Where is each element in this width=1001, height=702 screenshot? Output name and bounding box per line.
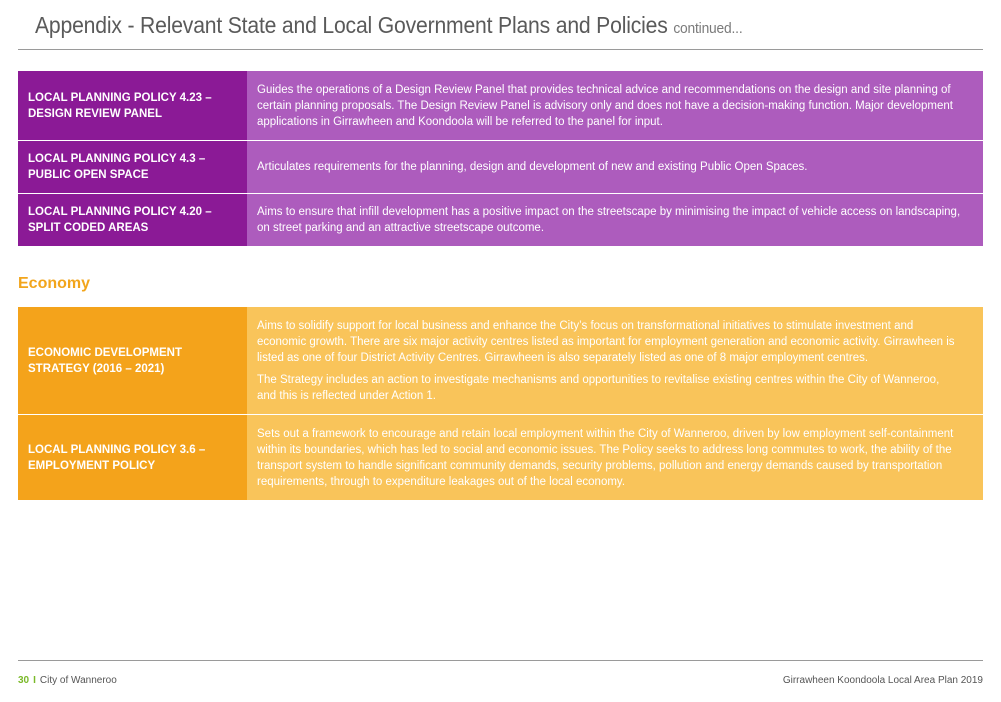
page-number: 30 (18, 675, 30, 686)
policy-description (247, 415, 983, 500)
footer-left (18, 675, 117, 686)
policy-description (247, 307, 983, 414)
page-title (35, 12, 907, 39)
page-title-continued: continued... (673, 20, 743, 37)
policy-label: ECONOMIC DEVELOPMENT STRATEGY (2016 – 2021) (18, 307, 247, 414)
table-row (18, 414, 983, 500)
economy-policies-table (18, 307, 983, 500)
table-row (18, 140, 983, 193)
policy-description-text: Articulates requirements for the planning, design and development of new and existing Public Open Spaces. (257, 161, 808, 173)
table-row (18, 193, 983, 246)
footer-document-title: Girrawheen Koondoola Local Area Plan 2019 (782, 675, 983, 686)
policy-label: LOCAL PLANNING POLICY 4.3 – PUBLIC OPEN SPACE (18, 141, 247, 193)
policy-label: LOCAL PLANNING POLICY 3.6 – EMPLOYMENT POLICY (18, 415, 247, 500)
footer-organisation: City of Wanneroo (39, 675, 117, 686)
economy-section-title: Economy (18, 275, 91, 292)
table-row (18, 71, 983, 140)
policy-description-text: The Strategy includes an action to investigate mechanisms and opportunities to revitalise existing centres within the City of Wanneroo, and this is reflected under Action 1. (257, 373, 940, 402)
policy-description-text: Aims to ensure that infill development has a positive impact on the streetscape by minimising the impact of vehicle access on landscaping, on street parking and an attractive streetscape outcome. (257, 206, 961, 234)
policy-description-text: Aims to solidify support for local business and enhance the City’s focus on transformational initiatives to stimulate investment and economic growth. There are six major activity centres listed as important for employment generation and economic activity. Girrawheen is listed as one of four District Activity Centres. Girrawheen is also separately listed as one of 8 major employment centres. (257, 319, 955, 364)
footer-separator: I (33, 675, 36, 686)
table-row (18, 307, 983, 414)
policy-description (247, 141, 983, 193)
footer-divider (18, 660, 983, 661)
page-title-text: Appendix - Relevant State and Local Government Plans and Policies (35, 12, 668, 38)
government-policies-table (18, 71, 983, 246)
policy-description-text: Sets out a framework to encourage and retain local employment within the City of Wanneroo, driven by low employment self-containment within its boundaries, which has led to social and economic issues. The Policy seeks to address long commutes to work, the ability of the transport system to handle significant community demands, security problems, pollution and energy demands caused by transportation requirements, through to expenditure leakages out of the local economy. (257, 427, 954, 488)
policy-description (247, 71, 983, 140)
policy-description (247, 194, 983, 246)
policy-description-text: Guides the operations of a Design Review Panel that provides technical advice and recommendations on the design and site planning of certain planning proposals. The Design Review Panel is advisory only and does not have a decision-making function. Major development applications in Girrawheen and Koondoola will be referred to the panel for input. (257, 83, 953, 128)
policy-label: LOCAL PLANNING POLICY 4.20 – SPLIT CODED AREAS (18, 194, 247, 246)
header-divider (18, 49, 983, 50)
policy-label: LOCAL PLANNING POLICY 4.23 – DESIGN REVIEW PANEL (18, 71, 247, 140)
